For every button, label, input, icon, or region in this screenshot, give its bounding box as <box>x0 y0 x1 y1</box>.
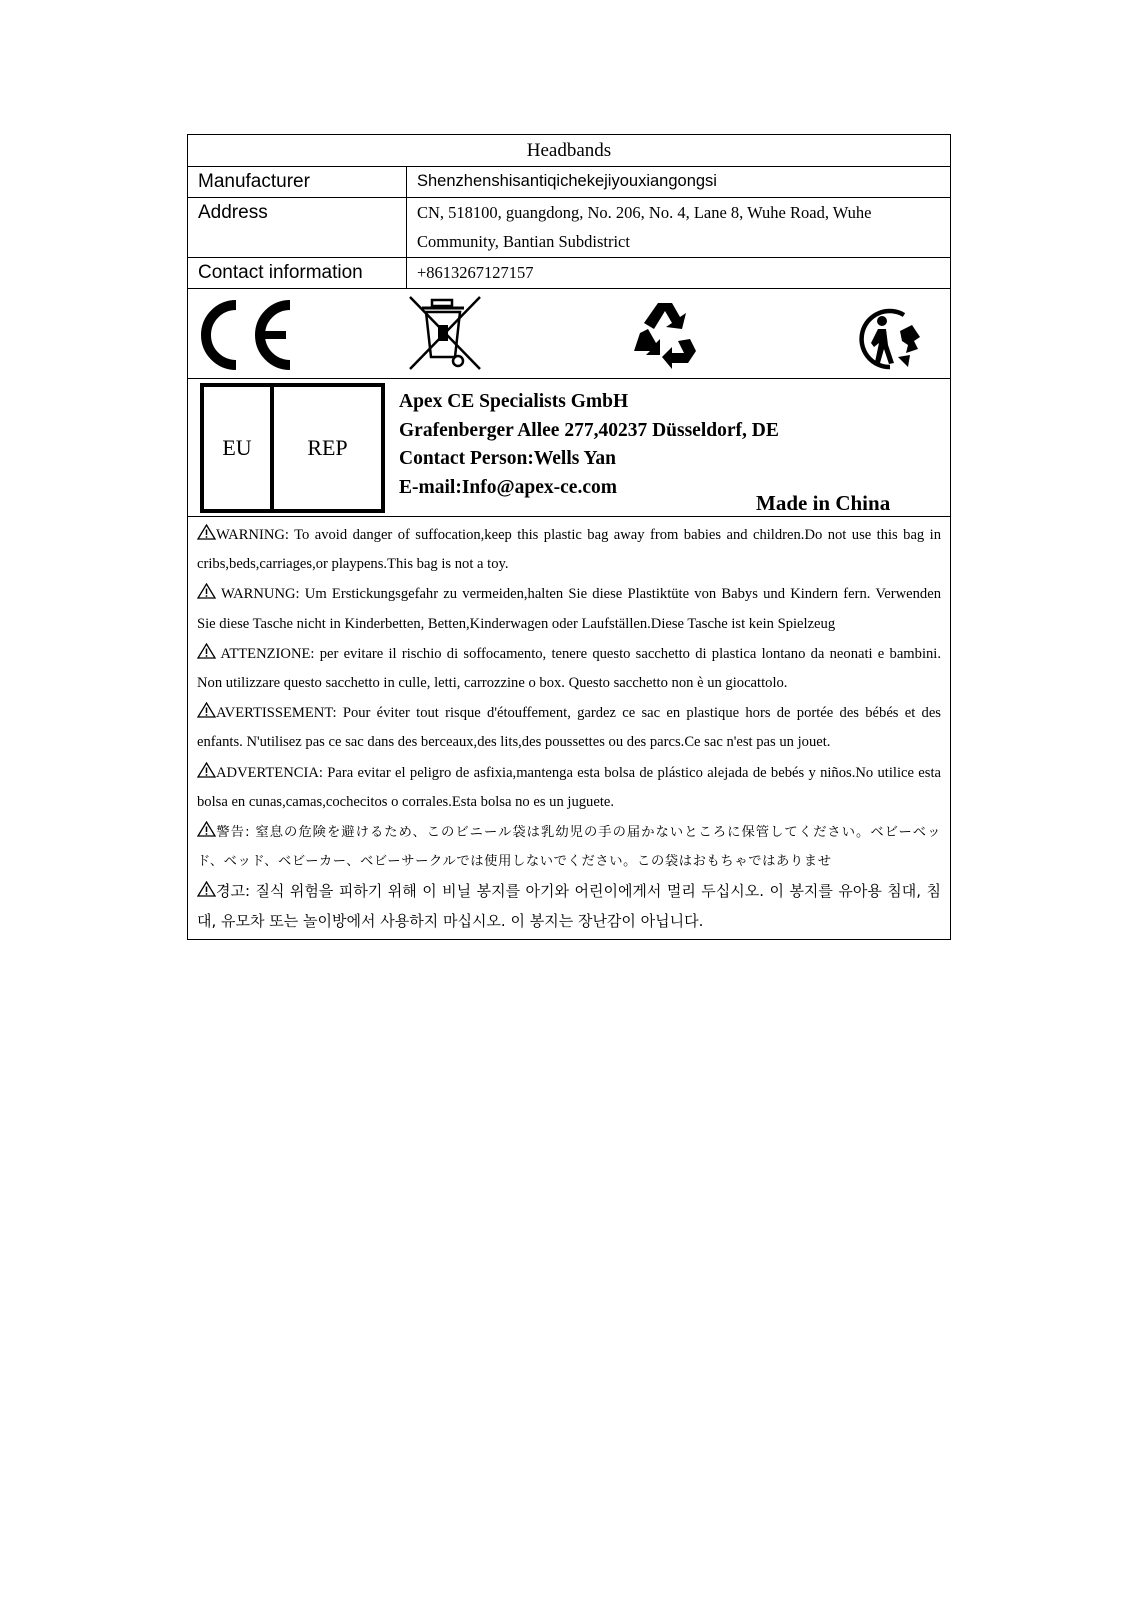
recycle-icon <box>630 299 700 369</box>
warning-it: ATTENZIONE: per evitare il rischio di soffocamento, tenere questo sacchetto di plastica lontano da neonati e bambini. Non utilizzare questo sacchetto in culle, letti, carrozzine o box. Questo sacchetto non è un giocattolo. <box>197 640 941 698</box>
contact-row <box>188 258 950 289</box>
contact-label: Contact information <box>188 258 407 288</box>
warnings-section <box>188 517 950 939</box>
warning-triangle-icon <box>197 524 216 540</box>
eu-label: EU <box>204 387 274 509</box>
warning-triangle-icon <box>197 583 216 599</box>
warning-fr: AVERTISSEMENT: Pour éviter tout risque d'étouffement, gardez ce sac en plastique hors de portée des bébés et des enfants. N'utilisez pas ce sac dans des berceaux,des lits,des poussettes ou des parcs.Ce sac n'est pas un jouet. <box>197 699 941 757</box>
warning-triangle-icon <box>197 702 216 718</box>
triman-icon <box>858 307 922 371</box>
warning-es: ADVERTENCIA: Para evitar el peligro de asfixia,mantenga esta bolsa de plástico alejada de bebés y niños.No utilice esta bolsa en cunas,camas,cochecitos o corrales.Esta bolsa no es un juguete. <box>197 759 941 817</box>
warning-triangle-icon <box>197 881 216 897</box>
ce-mark-icon <box>198 299 294 371</box>
eu-rep-email: E-mail:Info@apex-ce.com <box>399 476 617 498</box>
weee-crossed-bin-icon <box>408 295 486 373</box>
product-title: Headbands <box>188 135 950 167</box>
warning-ja: 警告: 窒息の危険を避けるため、このビニール袋は乳幼児の手の届かないところに保管してください。ベビーベッド、ベッド、ベビーカー、ベビーサークルでは使用しないでください。この袋はおもちゃではありませ <box>197 818 941 876</box>
address-label: Address <box>188 198 407 257</box>
warning-de: WARNUNG: Um Erstickungsgefahr zu vermeiden,halten Sie diese Plastiktüte von Babys und Kindern fern. Verwenden Sie diese Tasche nicht in Kinderbetten, Betten,Kinderwagen oder Laufställen.Diese Tasche ist kein Spielzeug <box>197 580 941 638</box>
manufacturer-value: Shenzhenshisantiqichekejiyouxiangongsi <box>417 172 717 190</box>
warning-ko: 경고: 질식 위험을 피하기 위해 이 비닐 봉지를 아기와 어린이에게서 멀리 두십시오. 이 봉지를 유아용 침대, 침대, 유모차 또는 놀이방에서 사용하지 마십시오. 이 봉지는 장난감이 아닙니다. <box>197 882 941 930</box>
manufacturer-row <box>188 167 950 198</box>
contact-value: +8613267127157 <box>417 263 534 282</box>
eu-rep-company: Apex CE Specialists GmbH <box>399 391 629 412</box>
address-value: CN, 518100, guangdong, No. 206, No. 4, Lane 8, Wuhe Road, Wuhe Community, Bantian Subdistrict <box>417 203 872 251</box>
eu-rep-address: Grafenberger Allee 277,40237 Düsseldorf, DE <box>399 419 779 441</box>
manufacturer-label: Manufacturer <box>188 167 407 197</box>
eu-representative-row <box>188 379 950 517</box>
warning-triangle-icon <box>197 821 216 837</box>
eu-rep-details <box>399 388 779 502</box>
warning-triangle-icon <box>197 762 216 778</box>
eu-rep-contact-person: Contact Person:Wells Yan <box>399 448 617 469</box>
rep-label: REP <box>307 435 348 460</box>
warning-triangle-icon <box>197 643 216 659</box>
eu-rep-box <box>200 383 385 513</box>
address-row <box>188 198 950 258</box>
made-in-china: Made in China <box>756 491 891 515</box>
compliance-symbols <box>188 289 950 379</box>
warning-en: WARNING: To avoid danger of suffocation,keep this plastic bag away from babies and children.Do not use this bag in cribs,beds,carriages,or playpens.This bag is not a toy. <box>197 521 941 579</box>
product-label-sheet <box>187 134 951 940</box>
